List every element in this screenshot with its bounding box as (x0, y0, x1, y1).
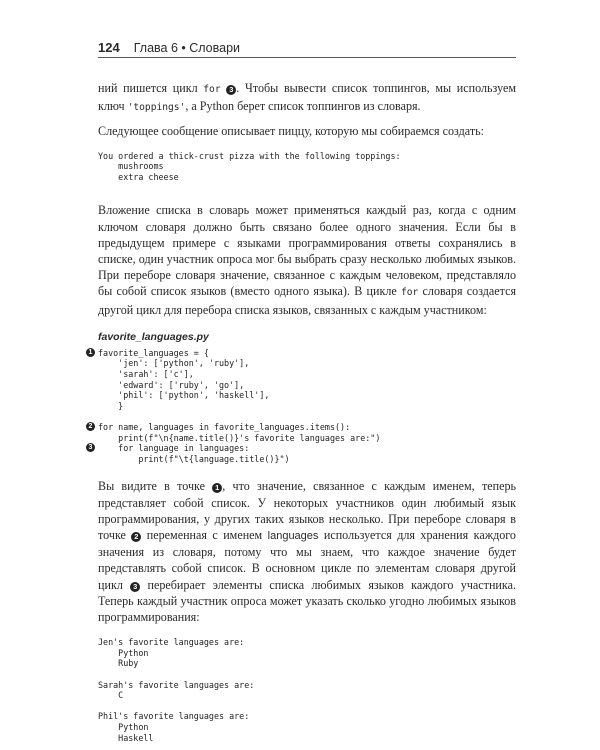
file-title: favorite_languages.py (98, 330, 209, 343)
code-text: print(f"\t{language.title()}") (98, 453, 290, 464)
code-line: Sarah's favorite languages are: (98, 679, 255, 690)
callout-marker: 1 (86, 348, 95, 357)
paragraph-1 (98, 80, 516, 116)
text: перебирает элементы списка любимых языков каждого участника. Теперь каждый участник опроса может указать сколько угодно любимых языков программирования: (98, 577, 516, 624)
code-text: for name, languages in favorite_languages.items(): (98, 421, 351, 432)
inline-code: for (400, 287, 419, 299)
text: , что значение, связанное с каждым именем, теперь представляет собой список. У некоторых участников один любимый язык программирования, у других таких языков несколько. При переборе словаря в точке (98, 479, 517, 542)
code-line: extra cheese (98, 171, 179, 182)
code-line: Phil's favorite languages are: (98, 711, 250, 722)
code-text: 'phil': ['python', 'haskell'], (98, 390, 270, 401)
code-line (98, 390, 516, 401)
text: , а Python берет список топпингов из словаря. (185, 99, 421, 114)
code-text: for language in languages: (98, 443, 250, 454)
callout-marker: 2 (131, 532, 141, 542)
callout-marker: 1 (212, 483, 222, 493)
callout-marker: 3 (226, 85, 236, 95)
code-line (98, 380, 516, 391)
text: переменная с именем (141, 527, 268, 542)
code-line (98, 701, 516, 712)
page-header (98, 40, 516, 58)
callout-marker: 3 (130, 582, 140, 592)
text: Вы видите в точке (98, 479, 213, 494)
code-line: Python (98, 721, 149, 732)
inline-code: for (203, 84, 221, 95)
code-line: Ruby (98, 658, 139, 669)
output-block-2 (98, 637, 516, 743)
code-text: favorite_languages = { (98, 347, 209, 358)
code-text: 'jen': ['python', 'ruby'], (98, 358, 250, 369)
code-text: 'edward': ['ruby', 'go'], (98, 379, 245, 390)
code-line (98, 433, 516, 444)
code-line (98, 411, 516, 422)
code-line (98, 369, 516, 380)
callout-marker: 3 (86, 443, 95, 452)
code-line (88, 347, 516, 359)
code-line (98, 669, 516, 680)
output-block-1 (98, 151, 516, 183)
text: словаря создается другой цикл для перебора списка языков, связанных с каждым участником: (98, 284, 517, 317)
paragraph-2: Следующее сообщение описывает пиццу, которую мы собираемся создать: (98, 124, 484, 139)
code-listing (86, 348, 516, 465)
inline-code: languages (267, 529, 319, 542)
paragraph-4 (98, 478, 516, 625)
code-text: } (98, 400, 124, 411)
text: Вложение списка в словарь может применяться каждый раз, когда с одним ключом словаря должно быть связано более одного значения. Если бы в предыдущем примере с языками программирования ответы сохранялись в списке, один участник опроса мог бы выбрать сразу несколько любимых языков. При переборе словаря значение, связанное с каждым человеком, представляло бы собой список языков (вместо одного языка). В цикле (98, 203, 516, 299)
code-line: Jen's favorite languages are: (98, 637, 245, 648)
chapter-title: Глава 6 • Словари (133, 41, 241, 55)
paragraph-3 (98, 202, 516, 317)
code-line (98, 454, 516, 465)
code-text: 'sarah': ['c'], (98, 369, 194, 379)
code-line: mushrooms (98, 161, 164, 172)
code-line (88, 421, 516, 433)
text: используется для хранения каждого значения из словаря, потому что мы знаем, что каждое значение будет представлять собой список. В основном цикле по элементам словаря другой цикл (98, 527, 516, 592)
code-line (98, 358, 516, 369)
text: ний пишется цикл (98, 81, 204, 95)
book-page (88, 40, 517, 743)
code-line: You ordered a thick-crust pizza with the following toppings: (98, 150, 401, 161)
code-text: print(f"\n{name.title()}'s favorite languages are:") (98, 432, 381, 443)
code-line (98, 401, 516, 412)
callout-marker: 2 (86, 422, 95, 431)
code-line: Python (98, 647, 149, 658)
page-number: 124 (98, 40, 120, 55)
text: . Чтобы вывести список топпингов, мы используем ключ (98, 81, 516, 114)
code-line: Haskell (98, 732, 154, 743)
code-line (88, 443, 516, 454)
code-line: C (98, 690, 124, 701)
inline-code: 'toppings' (127, 102, 186, 114)
